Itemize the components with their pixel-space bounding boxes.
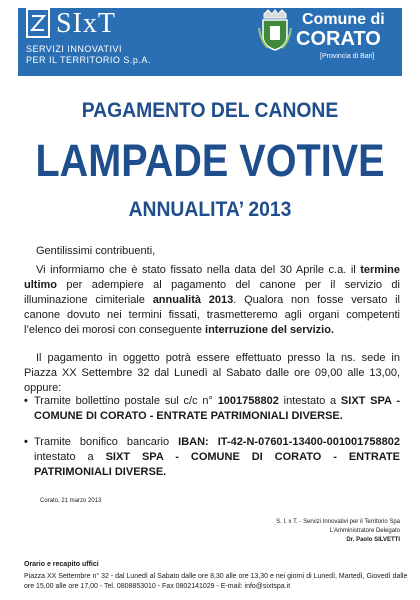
p1-termine-ultimo: termine ultimo (24, 264, 400, 291)
p1-text-a: Vi informiamo che è stato fissato nella data del 30 Aprile c.a. il (36, 264, 361, 276)
title-lampade-votive: LAMPADE VOTIVE (35, 135, 385, 186)
paragraph-deadline (24, 263, 400, 338)
signature-company: S. I. x T. - Servizi Innovativi per il Territorio Spa (276, 519, 400, 525)
comune-crest-icon (258, 8, 292, 52)
p1-text-e: . Qualora non fosse versato il canone dovuto nei termini fissati, trasmetteremo agli organi competenti l’elenco dei morosi con conseguente (24, 294, 400, 336)
provincia-label: [Provincia di Bari] (320, 53, 375, 60)
b2-beneficiary: SIXT SPA - COMUNE DI CORATO - ENTRATE PATRIMONIALI DIVERSE. (34, 451, 400, 478)
p1-text-c: per adempiere al pagamento del canone per il servizio di illuminazione cimiteriale (24, 279, 400, 306)
bullet-bonifico (24, 435, 400, 480)
sixt-logo-letters: SIxT (56, 8, 116, 39)
paragraph-payment: Il pagamento in oggetto potrà essere effettuato presso la ns. sede in Piazza XX Settembre 32 dal Lunedì al Sabato dalle ore 09,00 alle 13,00, oppure: (24, 352, 400, 394)
b1-account-number: 1001758802 (217, 395, 279, 407)
b1-text-a: Tramite bollettino postale sul c/c n° (34, 395, 218, 407)
sixt-tagline-2: PER IL TERRITORIO S.p.A. (26, 55, 151, 65)
b1-beneficiary: SIXT SPA - COMUNE DI CORATO - ENTRATE PATRIMONIALI DIVERSE. (34, 395, 400, 422)
p1-annualita: annualità 2013 (152, 294, 234, 306)
document-date: Corato, 21 marzo 2013 (40, 498, 102, 504)
footer-contacts: ore 15,00 alle ore 17,00 - Tel. 0808853010 - Fax 0802141029 - E-mail: info@sixtspa.it (24, 583, 291, 590)
sixt-logo-mark (26, 8, 50, 38)
b2-text-c: intestato a (34, 451, 106, 463)
greeting: Gentilissimi contribuenti, (36, 245, 156, 257)
sixt-tagline-1: SERVIZI INNOVATIVI (26, 44, 123, 54)
b2-text-a: Tramite bonifico bancario (34, 436, 179, 448)
bullet-dot: • (24, 436, 28, 448)
b2-iban: IBAN: IT-42-N-07601-13400-001001758802 (178, 436, 400, 448)
bullet-bollettino (24, 394, 400, 424)
b1-text-c: intestato a (278, 395, 341, 407)
title-annualita: ANNUALITA’ 2013 (128, 198, 292, 221)
signature-role: L’Amministratore Delegato (329, 528, 400, 534)
signature-name: Dr. Paolo SILVETTI (346, 537, 400, 543)
p1-interruzione: interruzione del servizio. (205, 324, 334, 336)
footer-title: Orario e recapito uffici (24, 561, 99, 568)
footer-address-hours: Piazza XX Settembre n° 32 - dal Lunedì al Sabato dalle ore 8,30 alle ore 13,30 e nei giorni di Lunedì, Martedì, Giovedì dalle (24, 573, 408, 580)
bullet-dot: • (24, 395, 28, 407)
title-pagamento: PAGAMENTO DEL CANONE (81, 99, 339, 122)
comune-name: CORATO (296, 28, 381, 50)
comune-di-label: Comune di (302, 11, 385, 28)
